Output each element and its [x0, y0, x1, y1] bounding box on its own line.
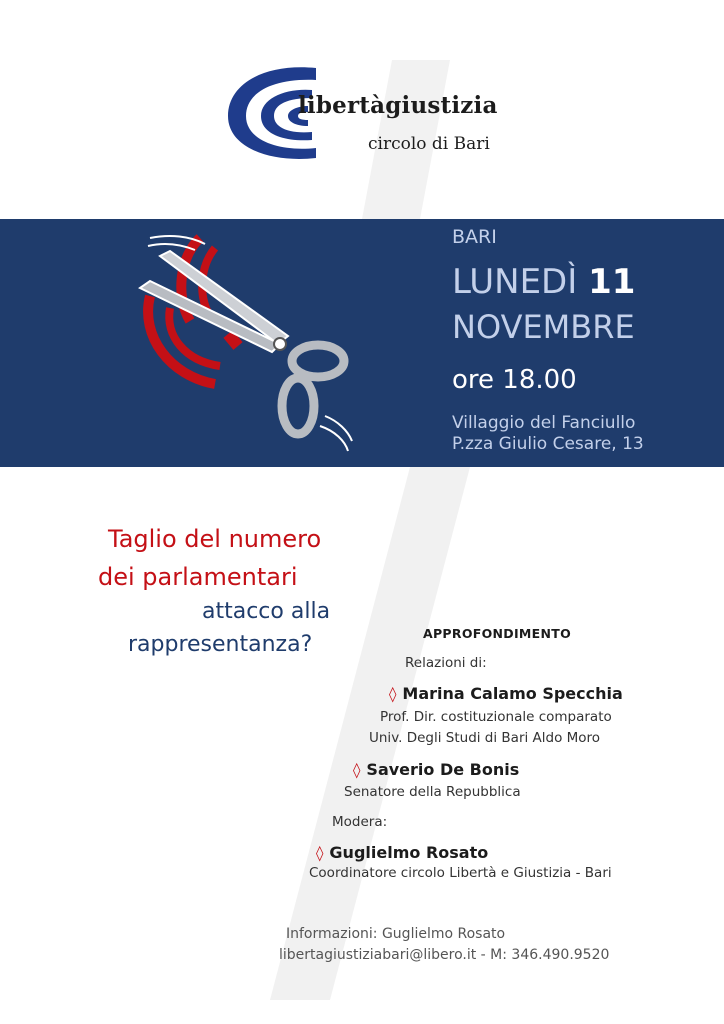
speaker-1-affiliation: Univ. Degli Studi di Bari Aldo Moro [369, 730, 601, 746]
title-line-1: Taglio del numero [108, 525, 322, 553]
title-line-2: dei parlamentari [98, 563, 298, 591]
event-day-number: 11 [588, 262, 636, 302]
speaker-1-name: Marina Calamo Specchia [402, 684, 623, 703]
program-heading: APPROFONDIMENTO [423, 626, 571, 641]
event-date [452, 262, 635, 302]
relazioni-label: Relazioni di: [405, 655, 487, 671]
logo-subtitle: circolo di Bari [368, 134, 490, 154]
event-venue-name: Villaggio del Fanciullo [452, 413, 636, 433]
event-venue-address: P.zza Giulio Cesare, 13 [452, 434, 644, 454]
event-day-name: LUNEDÌ [452, 262, 578, 302]
speaker-1 [389, 684, 623, 703]
event-city: BARI [452, 226, 497, 248]
info-contact-details: libertagiustiziabari@libero.it - M: 346.490.9520 [279, 947, 610, 963]
event-month: NOVEMBRE [452, 308, 635, 346]
modera-label: Modera: [332, 814, 388, 830]
speaker-2-role: Senatore della Repubblica [344, 784, 521, 800]
speaker-2-name: Saverio De Bonis [366, 760, 520, 779]
diamond-bullet-icon: ◊ [353, 761, 361, 779]
speaker-3-name: Guglielmo Rosato [329, 843, 489, 862]
title-line-3: attacco alla [202, 599, 331, 624]
event-time: ore 18.00 [452, 365, 577, 395]
title-line-4: rappresentanza? [128, 632, 313, 657]
speaker-1-role: Prof. Dir. costituzionale comparato [380, 709, 612, 725]
scissors-icon [120, 226, 370, 461]
diamond-bullet-icon: ◊ [389, 685, 397, 703]
speaker-3 [316, 843, 488, 862]
speaker-2 [353, 760, 519, 779]
diamond-bullet-icon: ◊ [316, 844, 324, 862]
logo-wordmark: libertàgiustizia [298, 92, 498, 119]
info-contact-name: Informazioni: Guglielmo Rosato [286, 926, 506, 942]
speaker-3-role: Coordinatore circolo Libertà e Giustizia - Bari [309, 865, 612, 881]
